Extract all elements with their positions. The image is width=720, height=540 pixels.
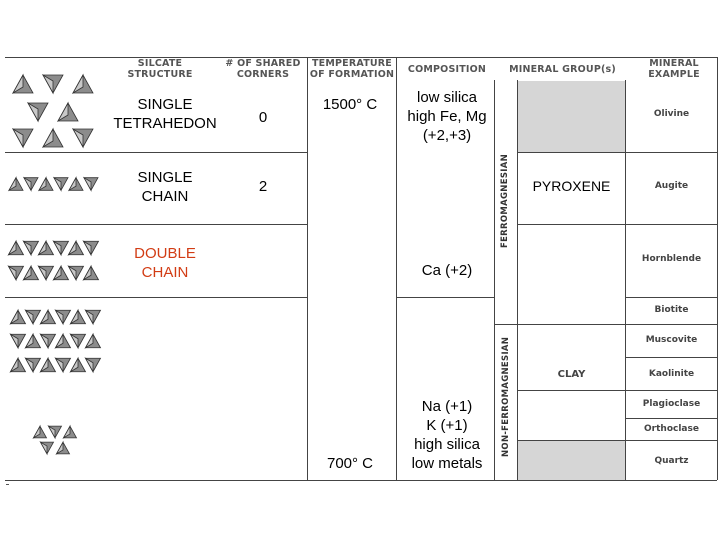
row-label-single-tetrahedron: SINGLE TETRAHEDON <box>113 96 217 132</box>
group-pyroxene: PYROXENE <box>532 178 611 194</box>
corners-single-tetrahedron: 0 <box>258 109 268 126</box>
example-quartz: Quartz <box>654 456 689 466</box>
example-muscovite: Muscovite <box>645 335 698 345</box>
composition-bottom-line <box>396 297 494 298</box>
single-chain-icon <box>8 172 103 197</box>
header-mineral-example: MINERAL EXAMPLE <box>648 58 700 80</box>
nonferromagnesian-label: NON-FERROMAGNESIAN <box>501 336 511 457</box>
framework-icon <box>30 420 80 460</box>
class-divider <box>494 324 517 325</box>
group-line-3 <box>625 297 717 298</box>
corners-single-chain: 2 <box>258 178 268 195</box>
temperature-high: 1500° C <box>322 96 378 113</box>
right-border <box>717 57 718 480</box>
header-composition: COMPOSITION <box>407 64 487 75</box>
group-line-2 <box>517 224 717 225</box>
row-line-2 <box>5 224 307 225</box>
example-plagioclase: Plagioclase <box>642 399 701 409</box>
col-line-temp <box>307 57 308 480</box>
example-olivine: Olivine <box>653 109 690 119</box>
header-shared-corners: # OF SHARED CORNERS <box>225 58 301 80</box>
group-line-5 <box>625 357 717 358</box>
group-line-7 <box>625 418 717 419</box>
example-hornblende: Hornblende <box>641 254 702 264</box>
example-biotite: Biotite <box>654 305 689 315</box>
group-line-1 <box>517 152 717 153</box>
quartz-group-cell <box>518 441 625 480</box>
olivine-group-cell <box>518 81 625 152</box>
group-clay: CLAY <box>557 369 586 380</box>
col-line-example <box>625 80 626 480</box>
composition-top: low silica high Fe, Mg (+2,+3) <box>407 89 487 144</box>
composition-middle: Ca (+2) <box>421 262 473 279</box>
ferromagnesian-label: FERROMAGNESIAN <box>500 153 510 249</box>
example-kaolinite: Kaolinite <box>648 369 695 379</box>
tetrahedra-cluster-icon <box>8 72 98 152</box>
composition-bottom: Na (+1) K (+1) high silica low metals <box>411 398 483 472</box>
temperature-low: 700° C <box>326 455 374 472</box>
header-temperature: TEMPERATURE OF FORMATION <box>309 58 395 80</box>
example-augite: Augite <box>654 181 689 191</box>
group-line-6 <box>517 390 717 391</box>
group-line-4 <box>517 324 717 325</box>
corner-mark <box>6 484 9 485</box>
row-line-1 <box>5 152 307 153</box>
row-label-double-chain: DOUBLE CHAIN <box>134 245 196 281</box>
row-line-3 <box>5 297 307 298</box>
header-silicate-structure: SILCATE STRUCTURE <box>127 58 193 80</box>
example-orthoclase: Orthoclase <box>644 424 699 434</box>
sheet-icon <box>8 305 103 380</box>
row-label-single-chain: SINGLE CHAIN <box>137 169 193 205</box>
bottom-border <box>5 480 717 481</box>
header-mineral-group: MINERAL GROUP(s) <box>509 64 616 75</box>
double-chain-icon <box>8 236 98 286</box>
